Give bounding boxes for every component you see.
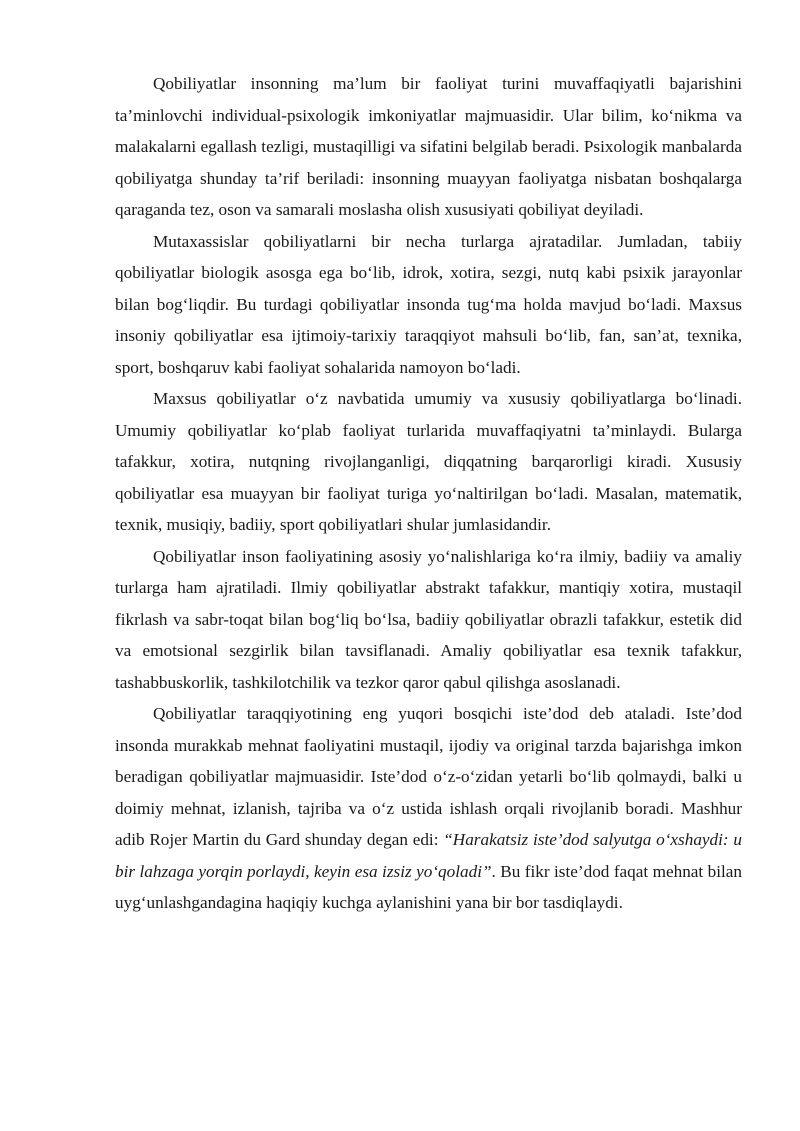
document-page (115, 68, 742, 919)
paragraph: Qobiliyatlar insonning ma’lum bir faoliyat turini muvaffaqiyatli bajarishini ta’minlovchi individual-psixologik imkoniyatlar majmuasidir. Ular bilim, ko‘nikma va malakalarni egallash tezligi, mustaqilligi va sifatini belgilab beradi. Psixologik manbalarda qobiliyatga shunday ta’rif beriladi: insonning muayyan faoliyatga nisbatan boshqalarga qaraganda tez, oson va samarali moslasha olish xususiyati qobiliyat deyiladi. (115, 74, 742, 219)
paragraph: Qobiliyatlar inson faoliyatining asosiy yo‘nalishlariga ko‘ra ilmiy, badiiy va amaliy turlarga ham ajratiladi. Ilmiy qobiliyatlar abstrakt tafakkur, mantiqiy xotira, mustaqil fikrlash va sabr-toqat bilan bog‘liq bo‘lsa, badiiy qobiliyatlar obrazli tafakkur, estetik did va emotsional sezgirlik bilan tavsiflanadi. Amaliy qobiliyatlar esa texnik tafakkur, tashabbuskorlik, tashkilotchilik va tezkor qaror qabul qilishga asoslanadi. (115, 546, 742, 692)
paragraph-text: Qobiliyatlar taraqqiyotining eng yuqori bosqichi iste’dod deb ataladi. Iste’dod insonda murakkab mehnat faoliyatini mustaqil, ijodiy va original tarzda bajarishga imkon beradigan qobiliyatlar majmuasidir. Iste’dod o‘z-o‘zidan yetarli bo‘lib qolmaydi, balki u doimiy mehnat, izlanish, tajriba va o‘z ustida ishlash orqali rivojlanib boradi. Mashhur adib Rojer Martin du Gard shunday degan edi: (115, 704, 742, 849)
paragraph: Maxsus qobiliyatlar o‘z navbatida umumiy va xususiy qobiliyatlarga bo‘linadi. Umumiy qobiliyatlar ko‘plab faoliyat turlarida muvaffaqiyatni ta’minlaydi. Bularga tafakkur, xotira, nutqning rivojlanganligi, diqqatning barqarorligi kiradi. Xususiy qobiliyatlar esa muayyan bir faoliyat turiga yo‘naltirilgan bo‘ladi. Masalan, matematik, texnik, musiqiy, badiiy, sport qobiliyatlari shular jumlasidandir. (115, 389, 742, 534)
quote: “Harakatsiz iste’dod salyutga o‘xshaydi: u bir lahzaga yorqin porlaydi, keyin esa izsiz yo‘qoladi” (115, 830, 742, 881)
paragraph: Mutaxassislar qobiliyatlarni bir necha turlarga ajratadilar. Jumladan, tabiiy qobiliyatlar biologik asosga ega bo‘lib, idrok, xotira, sezgi, nutq kabi psixik jarayonlar bilan bog‘liqdir. Bu turdagi qobiliyatlar insonda tug‘ma holda mavjud bo‘ladi. Maxsus insoniy qobiliyatlar esa ijtimoiy-tarixiy taraqqiyot mahsuli bo‘lib, fan, san’at, texnika, sport, boshqaruv kabi faoliyat sohalarida namoyon bo‘ladi. (115, 231, 742, 377)
paragraph-text: . Bu fikr iste’dod faqat mehnat bilan uyg‘unlashgandagina haqiqiy kuchga aylanishini yana bir bor tasdiqlaydi. (115, 861, 742, 912)
paragraph-with-quote (115, 698, 742, 919)
